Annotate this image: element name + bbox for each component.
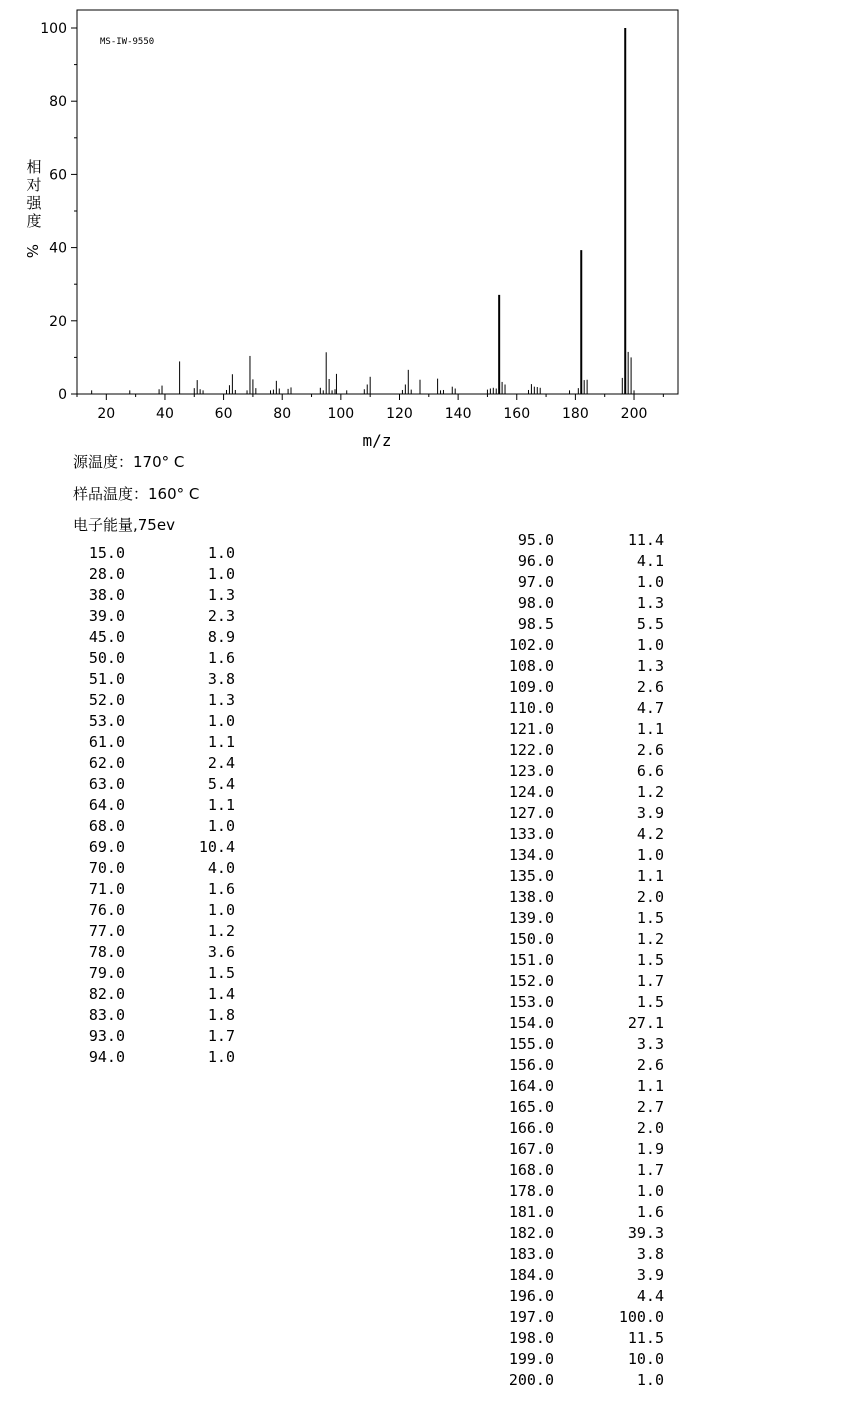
peak-abundance: 3.9: [636, 804, 664, 822]
peak-row: [82, 733, 235, 751]
peak-row: [500, 1014, 664, 1032]
peak-abundance: 1.8: [207, 1006, 235, 1024]
peak-abundance: 4.0: [207, 859, 235, 877]
peak-row: [500, 657, 664, 675]
x-tick-label: 140: [444, 406, 472, 422]
peak-mz: 134.0: [508, 846, 554, 864]
peak-abundance: 1.2: [207, 922, 235, 940]
peak-mz: 196.0: [508, 1287, 554, 1305]
peak-mz: 97.0: [517, 573, 554, 591]
x-tick-label: 80: [273, 406, 292, 422]
peak-abundance: 39.3: [627, 1224, 664, 1242]
peak-row: [500, 636, 664, 654]
peak-abundance: 6.6: [636, 762, 664, 780]
peak-abundance: 1.5: [207, 964, 235, 982]
peak-mz: 77.0: [88, 922, 125, 940]
peak-mz: 183.0: [508, 1245, 554, 1263]
peak-row: [82, 607, 235, 625]
peak-row: [82, 754, 235, 772]
peak-row: [500, 1245, 664, 1263]
peak-abundance: 1.0: [636, 636, 664, 654]
peak-mz: 152.0: [508, 972, 554, 990]
peak-mz: 199.0: [508, 1350, 554, 1368]
peak-abundance: 8.9: [207, 628, 235, 646]
peak-row: [500, 531, 664, 549]
peak-row: [500, 1350, 664, 1368]
peak-abundance: 4.1: [636, 552, 664, 570]
peak-mz: 133.0: [508, 825, 554, 843]
peak-abundance: 4.7: [636, 699, 664, 717]
peak-mz: 154.0: [508, 1014, 554, 1032]
peak-mz: 178.0: [508, 1182, 554, 1200]
peak-abundance: 1.1: [207, 796, 235, 814]
peak-mz: 62.0: [88, 754, 125, 772]
peak-mz: 52.0: [88, 691, 125, 709]
peak-mz: 50.0: [88, 649, 125, 667]
peak-mz: 155.0: [508, 1035, 554, 1053]
peak-row: [500, 1056, 664, 1074]
peak-row: [500, 552, 664, 570]
y-tick-label: 80: [49, 94, 67, 111]
peak-abundance: 3.9: [636, 1266, 664, 1284]
x-tick-label: 100: [327, 406, 355, 422]
peak-mz: 109.0: [508, 678, 554, 696]
peak-row: [82, 649, 235, 667]
peak-abundance: 1.1: [207, 733, 235, 751]
peak-mz: 165.0: [508, 1098, 554, 1116]
peak-abundance: 1.5: [636, 909, 664, 927]
peak-abundance: 4.4: [636, 1287, 664, 1305]
peak-abundance: 2.4: [207, 754, 235, 772]
peak-abundance: 1.7: [207, 1027, 235, 1045]
peak-abundance: 2.0: [636, 888, 664, 906]
peak-row: [500, 972, 664, 990]
peak-mz: 79.0: [88, 964, 125, 982]
peak-row: [500, 678, 664, 696]
peak-abundance: 1.0: [207, 565, 235, 583]
peak-row: [82, 1048, 235, 1066]
peak-mz: 124.0: [508, 783, 554, 801]
peak-abundance: 1.9: [636, 1140, 664, 1158]
peak-abundance: 1.5: [636, 993, 664, 1011]
peak-mz: 98.0: [517, 594, 554, 612]
peak-row: [82, 1006, 235, 1024]
peak-row: [500, 1224, 664, 1242]
peak-mz: 102.0: [508, 636, 554, 654]
peak-row: [82, 880, 235, 898]
peak-mz: 164.0: [508, 1077, 554, 1095]
peak-row: [82, 775, 235, 793]
peak-mz: 28.0: [88, 565, 125, 583]
peak-mz: 68.0: [88, 817, 125, 835]
peak-abundance: 1.0: [207, 544, 235, 562]
peak-row: [500, 1140, 664, 1158]
y-axis-label-char: 相: [26, 158, 42, 176]
peak-mz: 184.0: [508, 1266, 554, 1284]
peak-mz: 93.0: [88, 1027, 125, 1045]
peak-row: [82, 691, 235, 709]
peak-abundance: 1.7: [636, 972, 664, 990]
peak-row: [500, 1329, 664, 1347]
peak-abundance: 5.5: [636, 615, 664, 633]
peak-mz: 69.0: [88, 838, 125, 856]
peak-mz: 15.0: [88, 544, 125, 562]
peak-row: [500, 825, 664, 843]
peak-mz: 78.0: [88, 943, 125, 961]
peak-mz: 150.0: [508, 930, 554, 948]
peak-abundance: 11.4: [627, 531, 664, 549]
peak-row: [500, 594, 664, 612]
peak-abundance: 1.0: [207, 712, 235, 730]
y-tick-label: 100: [40, 21, 67, 37]
peak-row: [82, 1027, 235, 1045]
peak-row: [82, 985, 235, 1003]
peak-mz: 198.0: [508, 1329, 554, 1347]
peak-abundance: 3.3: [636, 1035, 664, 1053]
peak-mz: 76.0: [88, 901, 125, 919]
peak-row: [500, 909, 664, 927]
peak-mz: 167.0: [508, 1140, 554, 1158]
peak-mz: 123.0: [508, 762, 554, 780]
peak-mz: 96.0: [517, 552, 554, 570]
peak-abundance: 1.0: [636, 846, 664, 864]
peak-abundance: 1.0: [636, 573, 664, 591]
peak-abundance: 1.0: [207, 1048, 235, 1066]
peak-mz: 39.0: [88, 607, 125, 625]
x-axis-label: m/z: [362, 431, 392, 450]
peak-abundance: 1.3: [636, 594, 664, 612]
peak-row: [500, 1161, 664, 1179]
peak-mz: 51.0: [88, 670, 125, 688]
peak-abundance: 1.3: [207, 586, 235, 604]
peak-abundance: 2.6: [636, 1056, 664, 1074]
peak-row: [500, 1077, 664, 1095]
peak-row: [500, 1266, 664, 1284]
electron-energy: 电子能量,75ev: [73, 516, 175, 534]
peak-row: [500, 1287, 664, 1305]
sample-temperature: 样品温度：160° C: [73, 485, 200, 503]
peak-abundance: 1.4: [207, 985, 235, 1003]
peak-abundance: 3.8: [207, 670, 235, 688]
peak-abundance: 27.1: [627, 1014, 664, 1032]
peak-row: [500, 615, 664, 633]
peak-row: [82, 901, 235, 919]
peak-row: [500, 1308, 664, 1326]
spectrum-code: MS-IW-9550: [100, 37, 155, 47]
peak-abundance: 1.6: [636, 1203, 664, 1221]
peak-abundance: 1.1: [636, 867, 664, 885]
peak-abundance: 2.6: [636, 741, 664, 759]
peak-abundance: 1.3: [207, 691, 235, 709]
peak-abundance: 1.0: [207, 901, 235, 919]
peak-row: [82, 712, 235, 730]
peak-row: [500, 951, 664, 969]
peak-mz: 153.0: [508, 993, 554, 1011]
peak-row: [82, 565, 235, 583]
peak-mz: 156.0: [508, 1056, 554, 1074]
peak-abundance: 1.5: [636, 951, 664, 969]
peak-mz: 181.0: [508, 1203, 554, 1221]
y-axis-label-char: 对: [26, 176, 42, 194]
y-axis-label-char: 度: [26, 212, 42, 230]
peak-abundance: 1.3: [636, 657, 664, 675]
peak-row: [500, 1119, 664, 1137]
peak-mz: 94.0: [88, 1048, 125, 1066]
x-tick-label: 180: [562, 406, 589, 422]
peak-row: [500, 867, 664, 885]
peak-mz: 83.0: [88, 1006, 125, 1024]
peak-mz: 64.0: [88, 796, 125, 814]
peak-mz: 121.0: [508, 720, 554, 738]
peak-row: [500, 1371, 664, 1389]
peak-abundance: 3.8: [636, 1245, 664, 1263]
peak-abundance: 1.1: [636, 720, 664, 738]
peak-row: [82, 796, 235, 814]
peak-abundance: 3.6: [207, 943, 235, 961]
peak-abundance: 4.2: [636, 825, 664, 843]
x-tick-label: 40: [156, 406, 174, 422]
x-tick-label: 120: [386, 406, 413, 422]
peak-mz: 70.0: [88, 859, 125, 877]
peak-mz: 139.0: [508, 909, 554, 927]
y-axis-label-char: %: [22, 244, 41, 259]
peak-row: [500, 1182, 664, 1200]
peak-abundance: 1.2: [636, 930, 664, 948]
peak-row: [82, 922, 235, 940]
peak-abundance: 5.4: [207, 775, 235, 793]
peak-abundance: 1.6: [207, 880, 235, 898]
peak-mz: 168.0: [508, 1161, 554, 1179]
peak-row: [500, 783, 664, 801]
y-axis-label: [23, 158, 43, 258]
peak-mz: 200.0: [508, 1371, 554, 1389]
x-tick-label: 200: [620, 406, 648, 422]
peak-row: [500, 846, 664, 864]
peak-row: [500, 741, 664, 759]
peak-mz: 71.0: [88, 880, 125, 898]
peak-row: [500, 1035, 664, 1053]
peak-abundance: 2.3: [207, 607, 235, 625]
peak-mz: 108.0: [508, 657, 554, 675]
peak-mz: 182.0: [508, 1224, 554, 1242]
peak-mz: 166.0: [508, 1119, 554, 1137]
peak-abundance: 11.5: [627, 1329, 664, 1347]
peak-abundance: 1.0: [636, 1371, 664, 1389]
peak-row: [82, 838, 235, 856]
peak-row: [82, 628, 235, 646]
x-tick-label: 20: [97, 406, 116, 422]
peak-row: [500, 888, 664, 906]
peak-mz: 135.0: [508, 867, 554, 885]
peak-mz: 98.5: [517, 615, 554, 633]
y-tick-label: 20: [49, 313, 67, 330]
peak-abundance: 10.4: [198, 838, 235, 856]
peak-abundance: 100.0: [618, 1308, 664, 1326]
source-temperature: 源温度：170° C: [73, 453, 185, 471]
y-tick-label: 40: [49, 240, 67, 257]
peak-mz: 95.0: [517, 531, 554, 549]
x-tick-label: 160: [503, 406, 531, 422]
peak-row: [500, 720, 664, 738]
peak-mz: 127.0: [508, 804, 554, 822]
peak-abundance: 1.0: [636, 1182, 664, 1200]
peak-abundance: 1.1: [636, 1077, 664, 1095]
peak-row: [82, 586, 235, 604]
peak-row: [500, 1098, 664, 1116]
x-tick-label: 60: [214, 406, 233, 422]
peak-mz: 45.0: [88, 628, 125, 646]
peak-row: [500, 699, 664, 717]
peak-abundance: 2.7: [636, 1098, 664, 1116]
y-tick-label: 0: [58, 387, 67, 403]
peak-row: [82, 943, 235, 961]
peak-row: [500, 930, 664, 948]
peak-row: [500, 573, 664, 591]
mass-spectrum-chart: [0, 0, 845, 450]
peak-mz: 151.0: [508, 951, 554, 969]
peak-mz: 38.0: [88, 586, 125, 604]
peak-mz: 63.0: [88, 775, 125, 793]
peak-row: [82, 859, 235, 877]
peak-abundance: 1.7: [636, 1161, 664, 1179]
peak-row: [82, 544, 235, 562]
peak-abundance: 1.2: [636, 783, 664, 801]
peak-abundance: 10.0: [627, 1350, 664, 1368]
y-tick-label: 60: [49, 167, 67, 184]
peak-mz: 122.0: [508, 741, 554, 759]
peak-mz: 110.0: [508, 699, 554, 717]
peak-row: [82, 964, 235, 982]
peak-abundance: 1.0: [207, 817, 235, 835]
peak-row: [82, 670, 235, 688]
peak-abundance: 1.6: [207, 649, 235, 667]
plot-frame: [77, 10, 678, 394]
peak-mz: 138.0: [508, 888, 554, 906]
peak-abundance: 2.6: [636, 678, 664, 696]
peak-abundance: 2.0: [636, 1119, 664, 1137]
peak-row: [82, 817, 235, 835]
peak-mz: 82.0: [88, 985, 125, 1003]
peak-row: [500, 804, 664, 822]
peak-mz: 53.0: [88, 712, 125, 730]
peak-row: [500, 993, 664, 1011]
peak-row: [500, 1203, 664, 1221]
peak-mz: 61.0: [88, 733, 125, 751]
peak-mz: 197.0: [508, 1308, 554, 1326]
y-axis-label-char: 强: [26, 194, 42, 212]
peak-row: [500, 762, 664, 780]
